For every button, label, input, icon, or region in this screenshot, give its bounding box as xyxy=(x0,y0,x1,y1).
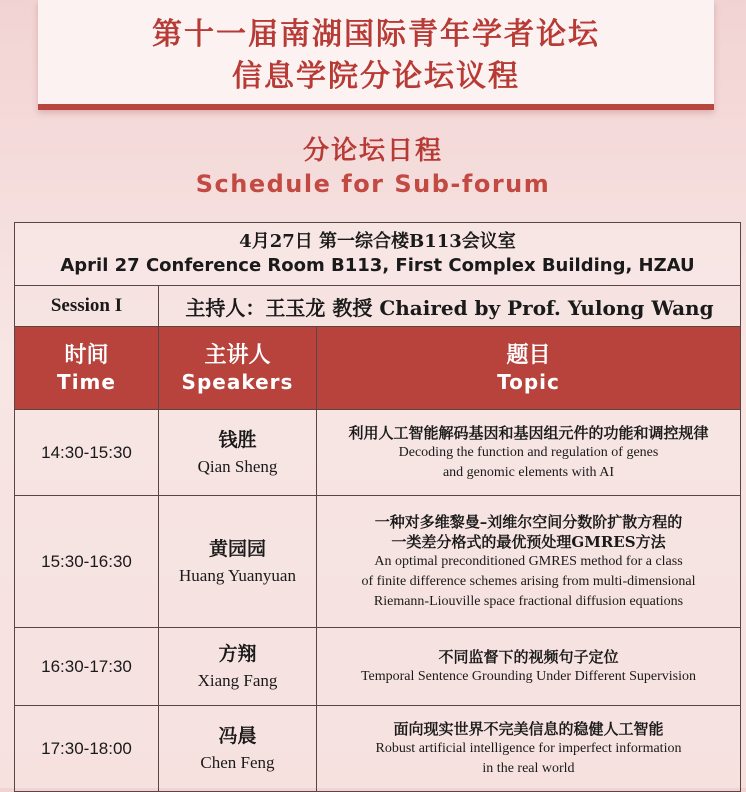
speaker-name-cn: 黄园园 xyxy=(208,537,266,560)
header-topic xyxy=(317,327,741,410)
venue-cell xyxy=(15,223,741,286)
topic-cn: 利用人工智能解码基因和基因组元件的功能和调控规律 xyxy=(348,423,709,442)
row-speaker xyxy=(159,628,317,706)
row-speaker xyxy=(159,706,317,792)
venue-en: April 27 Conference Room B113, First Complex Building, HZAU xyxy=(60,255,695,276)
row-speaker xyxy=(159,496,317,628)
schedule-table xyxy=(14,222,741,792)
table-row xyxy=(15,706,741,792)
row-time: 17:30-18:00 xyxy=(15,706,159,792)
forum-title: 第十一届南湖国际青年学者论坛 xyxy=(152,17,600,52)
speaker-name-en: Chen Feng xyxy=(200,752,275,772)
topic-en-line: Robust artificial intelligence for imperfect information xyxy=(375,740,682,756)
header-speaker xyxy=(159,327,317,410)
topic-cn: 不同监督下的视频句子定位 xyxy=(438,647,619,666)
header-topic-en: Topic xyxy=(497,370,560,394)
topic-en-line: of finite difference schemes arising from multi-dimensional xyxy=(361,573,696,589)
subforum-title: 信息学院分论坛议程 xyxy=(232,59,520,94)
row-time: 14:30-15:30 xyxy=(15,410,159,496)
header-time-en: Time xyxy=(57,370,116,394)
speaker-name-en: Huang Yuanyuan xyxy=(179,565,296,585)
row-topic xyxy=(317,496,741,628)
topic-cn: 面向现实世界不完美信息的稳健人工智能 xyxy=(393,719,664,738)
speaker-name-cn: 钱胜 xyxy=(218,428,257,451)
row-topic xyxy=(317,410,741,496)
topic-cn-line: 一类差分格式的最优预处理GMRES方法 xyxy=(391,532,666,551)
topic-en-line: An optimal preconditioned GMRES method for a class xyxy=(374,553,683,569)
topic-en-line: and genomic elements with AI xyxy=(442,464,615,480)
title-banner xyxy=(38,0,714,110)
schedule-heading-cn: 分论坛日程 xyxy=(302,136,443,166)
session-label: Session I xyxy=(15,286,159,327)
speaker-name-en: Xiang Fang xyxy=(197,670,278,690)
venue-cn: 4月27日 第一综合楼B113会议室 xyxy=(239,231,516,252)
topic-en-line: Riemann-Liouville space fractional diffusion equations xyxy=(373,593,684,609)
topic-cn-line: 一种对多维黎曼–刘维尔空间分数阶扩散方程的 xyxy=(374,512,683,531)
topic-en-line: in the real world xyxy=(482,760,575,776)
speaker-name-en: Qian Sheng xyxy=(197,456,278,476)
row-topic xyxy=(317,706,741,792)
header-time-cn: 时间 xyxy=(64,342,109,368)
speaker-name-cn: 方翔 xyxy=(218,642,257,665)
table-row xyxy=(15,410,741,496)
header-speaker-en: Speakers xyxy=(181,370,294,394)
header-speaker-cn: 主讲人 xyxy=(204,342,271,368)
row-time: 15:30-16:30 xyxy=(15,496,159,628)
row-speaker xyxy=(159,410,317,496)
topic-en-line: Temporal Sentence Grounding Under Different Supervision xyxy=(360,668,697,684)
table-row xyxy=(15,628,741,706)
speaker-name-cn: 冯晨 xyxy=(218,724,257,747)
header-time xyxy=(15,327,159,410)
table-row xyxy=(15,496,741,628)
schedule-heading-en: Schedule for Sub-forum xyxy=(195,170,551,198)
row-time: 16:30-17:30 xyxy=(15,628,159,706)
table-header xyxy=(15,327,741,410)
session-chair: 主持人：王玉龙 教授 Chaired by Prof. Yulong Wang xyxy=(159,286,741,327)
topic-en-line: Decoding the function and regulation of genes xyxy=(398,444,659,460)
row-topic xyxy=(317,628,741,706)
header-topic-cn: 题目 xyxy=(506,342,551,368)
